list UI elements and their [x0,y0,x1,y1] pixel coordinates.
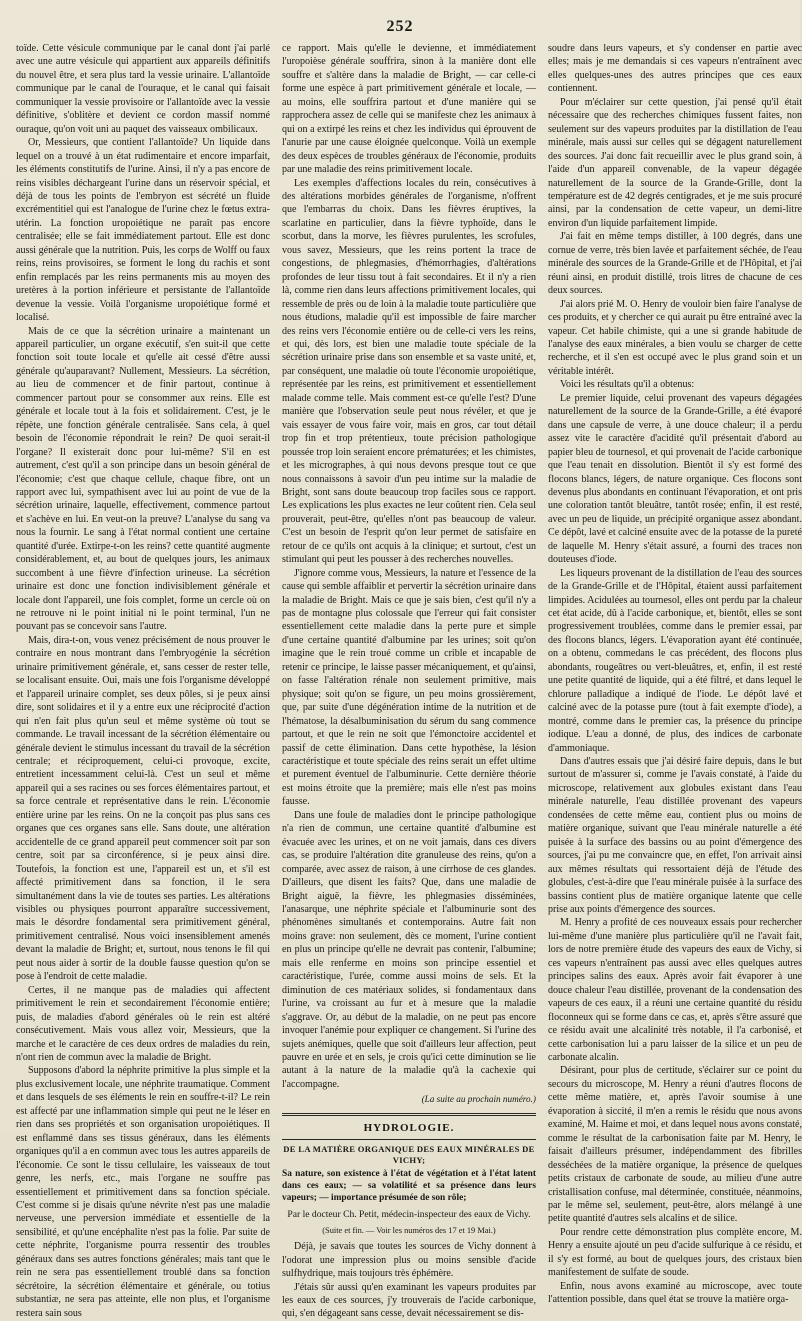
paragraph: Déjà, je savais que toutes les sources de Vichy donnent à l'odorat une impression plus ou moins sensible d'acide sulfhydrique, mais toujours très éphémère. [282,1241,536,1280]
section-title: HYDROLOGIE. [363,1121,455,1134]
article-byline: Par le docteur Ch. Petit, médecin-inspecteur des eaux de Vichy. [287,1209,531,1221]
paragraph: Or, Messieurs, que contient l'allantoïde? Un liquide dans lequel on a trouvé à un état rudimentaire et encore imparfait, les éléments constitutifs de l'urine. Ainsi, il n'y a pas encore de reins visibles déchargeant l'urine dans un réservoir spécial, et déjà de tous les points de l'embryon est sécrété un fluide excrémentitiel qui est l'analogue de l'urine chez le fœtus extra-utérin. La fonction uropoiétique ne paraît pas encore centralisée; elle se fait immédiatement partout. Elle est donc aussi générale que la nutrition. Puis, les corps de Wolff ou faux reins, reins provisoires, se forment le long du rachis et sont enfin remplacés par les reins permanents mis au moyen des uretères à la portion inférieure et persistante de l'allantoïde devenue la vessie. Voilà l'organisme uropoiétique formé et localisé. [16,137,270,324]
section-divider [282,1113,536,1116]
paragraph: M. Henry a profité de ces nouveaux essais pour rechercher lui-même d'une manière plus particulière qu'il ne l'avait fait, lors de notre première étude des vapeurs des eaux de Vichy, si ces vapeurs n'entraînent pas aussi avec elles quelques autres principes salins des eaux. Après avoir fait évaporer à une douce chaleur l'eau distillée, provenant de la condensation des vapeurs de ces eaux, il a réuni une certaine quantité du résidu floconneux qui se forme dans ce cas, et, après s'être assuré que ce résidu avait une alcalinité très notable, il l'a carbonisé, et cette carbonisation lui a paru laisser de la silice et un peu de carbonate alcalin. [548,917,802,1063]
article-subheading: Sa nature, son existence à l'état de végétation et à l'état latent dans ces eaux; — sa volatilité et sa présence dans leurs vapeurs; — importance présumée de son rôle; [282,1169,536,1204]
paragraph: Les liqueurs provenant de la distillation de l'eau des sources de la Grande-Grille et de l'Hôpital, étaient aussi parfaitement limpides. Acidulées au tournesol, elles ont perdu par la chaleur cet état acide, dû à l'acide carbonique, et, bientôt, elles se sont progressivement troublées, comme dans le premier essai, par des flocons blancs, légers. L'évaporation ayant été continuée, on a obtenu, commedans le cas précédent, des flocons plus abondants, rougeâtres ou vert-bleuâtres, et, enfin, il est resté une petite quantité de liquide, qui a été filtré, et dans lequel le chlorure palladique a indiqué de l'iode. Le dépôt lavé et calciné avec de la potasse pure (tout à fait exempte d'iode), a montré, comme dans le premier cas, la présence du principe iodique. L'eau a donné, de plus, des indices de carbonate d'ammoniaque. [548,567,802,754]
paragraph: Dans une foule de maladies dont le principe pathologique n'a rien de commun, une certaine quantité d'albumine est évacuée avec les urines, et on ne voit jamais, dans ces divers cas, se produire l'altération dite granuleuse des reins, qu'on a comparée, avec assez de raison, à une cirrhose de ces glandes. D'ailleurs, que disent les faits? Que, dans une maladie de Bright aiguë, la fièvre, les phlegmasies disséminées, l'anasarque, une néphrite spéciale et l'albuminurie sont des phénomènes simultanés et contemporains. Autre fait non moins grave: non seulement, dès ce moment, l'urine contient en plus un principe qu'elle ne devrait pas contenir, l'albumine; mais elle renferme en moins son principe essentiel et caractéristique, l'urée, comme aussi moins de sels. Et la diminution de ces matériaux solides, si fondamentaux dans l'urine, va croissant au fur et à mesure que la maladie s'aggrave. Or, au début de la maladie, on ne peut pas encore invoquer l'anémie pour expliquer ce changement. Si l'urine des sujets anémiques, quelle que soit d'ailleurs leur affection, peut pauvre en urée et en sels, je crois qu'ici cette diminution se lie autant à la nature de la maladie qu'à la cachexie qui l'accompagne. [282,809,536,1090]
paragraph: J'ignore comme vous, Messieurs, la nature et l'essence de la cause qui semble affaiblir et pervertir la sécrétion urinaire dans la maladie de Bright. Mais ce que je sais bien, c'est qu'il n'y a pas de montagne plus colossale que l'erreur qui fait consister essentiellement cette maladie dans la perte pure et simple d'une certaine quantité d'albumine par les urines; soit qu'on imagine que le rein troué comme un crible et incapable de retenir ce principe, le laisse passer mécaniquement, et qu'ainsi, on fasse l'altération rénale non seulement primitive, mais physique; soit qu'on se figure, un peu moins grossièrement, que, par suite d'une dégénération intime de la nutrition et de l'hématose, la désalbuminisation du sérum du sang commence partout, et que le rein ne soit que l'émonctoire accidentel et passif de cette élimination. Dans cette hypothèse, la lésion caractéristique et toute spéciale des reins serait un effet ultime et purement éventuel de l'albuminurie. Cette dernière théorie est moins étroite que la première; mais elle n'est pas moins fausse. [282,567,536,808]
paragraph: Pour m'éclairer sur cette question, j'ai pensé qu'il était nécessaire que des recherches chimiques fussent faites, non seulement sur des vapeurs produites par la distillation de l'eau minérale, mais aussi sur celles qui se dégagent naturellement des sources. J'ai donc fait recueillir avec le plus grand soin, à l'aide d'un appareil convenable, de la vapeur dégagée naturellement de la source de la Grande-Grille, dont la température est de 42 degrés centigrades, et je me suis procuré ainsi, par la condensation de cette vapeur, un demi-litre environ d'un liquide parfaitement limpide. [548,96,802,229]
paragraph: J'ai alors prié M. O. Henry de vouloir bien faire l'analyse de ces produits, et y chercher ce qui aurait pu être entraîné avec la vapeur. Cet habile chimiste, qui a une si grande habitude de l'analyse des eaux minérales, a bien voulu se charger de cette recherche, et il s'en est occupé avec le plus grand soin et un véritable intérêt. [548,298,802,377]
article-heading: DE LA MATIÈRE ORGANIQUE DES EAUX MINÉRALES DE VICHY; [283,1144,535,1166]
page-number: 252 [386,18,414,35]
column-left [16,42,270,1319]
title-divider [282,1139,536,1140]
paragraph: Les exemples d'affections locales du rein, consécutives à des altérations morbides générales de l'organisme, n'offrent que l'embarras du choix. Dans les fièvres éruptives, la scarlatine en particulier, dans la fièvre typhoïde, dans le scorbut, dans la morve, les fièvres purulentes, les scrofules, vous savez, Messieurs, que les reins portent la trace de congestions, de phlegmasies, d'hémorrhagies, d'altérations profondes de leur tissu tout à fait secondaires. Et il n'y a rien là, comme rien dans leurs affections primitivement locales, qui ressemble de près ou de loin à la maladie toute particulière que nous étudions, maladie qu'il est impossible de faire marcher des reins vers l'économie entière ou de celle-ci vers les reins, et qui, dès lors, est bien une maladie toute spéciale de la sécrétion urinaire prise dans son ensemble et sa vaste unité, et, par conséquent, une maladie où toute l'économie uropoiétique, représentée par les reins, est primitivement et essentiellement malade comme telle. Mais comment est-ce qu'elle l'est? D'une manière que l'observation seule peut nous révéler, et que je vais essayer de vous faire voir, mais en gros, car tout détail trop fin et trop prétentieux, toute précision pathologique poussée trop loin seraient encore prématurées; et les chimistes, et les micrographes, à qui nous devons presque tout ce que nous connaissons à savoir d'un peu intime sur la maladie de Bright, sont sans doute beaucoup trop faciles sous ce rapport. Les explications les plus exactes ne leur coûtent rien. Cela seul prouverait, peut-être, qu'elles n'ont pas beaucoup de valeur. C'est un besoin de l'esprit qu'on leur permet de satisfaire en retour de ce qu'ils ont acquis à la clinique; et surtout, c'est un stimulant qui peut les pousser à des recherches nouvelles. [282,177,536,566]
column-right [548,42,802,1306]
paragraph: Mais de ce que la sécrétion urinaire a maintenant un appareil particulier, un organe exécutif, s'en suit-il que cette fonction soit toute locale et qu'elle ait cessé d'être aussi générale qu'auparavant? Nullement, Messieurs. La sécrétion, au lieu de commencer et de finir partout, continue à commencer partout pour se consommer aux reins. Elle est générale et locale tout à la fois et solidairement. C'est, je le répète, une fonction générale centralisée. Sans cela, à quel besoin de l'économie répondrait le rein? De quoi serait-il l'organe? Il existerait donc pour lui-même? S'il en est autrement, c'est qu'il a son principe dans un besoin général de l'économie; c'est que chaque cellule, chaque fibre, ont un rapport avec lui, sympathisent avec lui au point de vue de la sécrétion urinaire, laquelle, effectivement, commence partout et s'achève en lui. En veut-on la preuve? L'analyse du sang va nous la fournir. Le sang à l'état normal contient une certaine quantité d'urée. Extirpe-t-on les reins? cette quantité augmente considérablement, et, au bout de quelques jours, les animaux succombent à une fièvre d'infection urineuse. La sécrétion urinaire est donc une fonction indivisiblement générale et locale dont l'appareil, une fois complet, forme un cercle où on ne retrouve ni le point initial ni le point terminal, l'un ne pouvant pas se concevoir sans l'autre. [16,325,270,633]
article-note: (Suite et fin. — Voir les numéros des 17 et 19 Mai.) [322,1225,496,1235]
paragraph: ce rapport. Mais qu'elle le devienne, et immédiatement l'uropoièse générale souffrira, sinon à la manière dont elle souffre et s'altère dans la maladie de Bright, — car celle-ci forme une espèce à part primitivement générale et locale, — au moins, elle souffrira partout et d'une manière qui se rapprochera assez de celle qui se manifeste chez les animaux à qui on a extirpé les reins et chez les individus qui éprouvent de l'anurie par une cause éloignée quelconque. Voilà un exemple des deux espèces de troubles généraux de l'économie, produits par une maladie des reins primitivement locale. [282,43,536,176]
paragraph: Désirant, pour plus de certitude, s'éclairer sur ce point du secours du microscope, M. Henry a réuni d'autres flocons de cette même matière, et, après l'avoir soumise à une évaporation à siccité, il m'en a remis le résidu que nous avons examiné, M. Haime et moi, et dans lequel nous avons constaté, comme le résultat de la carbonisation faite par M. Henry, le faisait d'ailleurs présumer, indépendamment des fibrilles desséchées de la matière organique, la présence de quelques petits cristaux de carbonate de soude, au milieu d'une autre cristallisation confuse, mal déterminée, constituée, néanmoins, par le même sel, seulement, peut-être, alors mélangé à une petite quantité d'autres sels alcalins et de silice. [548,1065,802,1225]
continuation-note: (La suite au prochain numéro.) [421,1094,536,1105]
paragraph: Voici les résultats qu'il a obtenus: [560,379,695,391]
paragraph: Supposons d'abord la néphrite primitive la plus simple et la plus exclusivement locale, une néphrite traumatique. Comment et dans lesquels de ses éléments le rein en souffre-t-il? Le rein est affecté par une inflammation simple qui peut ne le léser en rien dans ses propriétés et son organisation uropoiétiques. Il est enflammé dans ses tissus généraux, dans les éléments organiques qu'il a en commun avec tous les autres appareils de l'économie. Ce sont le tissu cellulaire, les vaisseaux de tout genre, les nerfs, etc., mais l'organe ne souffre pas essentiellement et primitivement dans sa fonction spéciale. C'est comme si je disais qu'une névrite n'est pas une maladie nerveuse, une perversion immédiate et essentielle de la sensibilité, et qu'une encéphalite n'est pas la folie. Par suite de cette néphrite, l'organisme pourra ressentir des troubles généraux dans ses autres fonctions générales; mais tant que le rein ne sera pas essentiellement troublé dans sa fonction sécrétoire, la sécrétion élémentaire et générale, ou totius substantiæ, ne sera pas atteinte, elle non plus, et l'organisme restera sain sous [16,1065,270,1319]
paragraph: soudre dans leurs vapeurs, et s'y condenser en partie avec elles; mais je me demandais si ces vapeurs n'entraînent avec elles quelques-unes des autres principes que ces eaux contiennent. [548,43,802,95]
paragraph: Pour rendre cette démonstration plus complète encore, M. Henry a ensuite ajouté un peu d'acide sulfurique à ce résidu, et il s'y est formé, au bout de quelques jours, des cristaux bien manifestement de sulfate de soude. [548,1226,802,1279]
paragraph: Dans d'autres essais que j'ai désiré faire depuis, dans le but surtout de m'assurer si, comme je l'avais constaté, à l'aide du microscope, relativement aux globules existant dans l'eau minérale naturelle, l'eau distillée provenant des vapeurs condensées de cette même eau, contient plus ou moins de matière organique, suivant que l'eau minérale naturelle a été puisée à la surface des bassins ou au point d'émergence des sources, j'ai pu me convaincre que, en effet, l'on arrivait ainsi aux mêmes résultats qui ressortaient déjà de l'étude des globules, c'est-à-dire que l'eau minérale puisée à la surface des bassins contient plus de matière organique latente que celle prise aux points d'émergence des sources. [548,756,802,915]
paragraph: J'ai fait en même temps distiller, à 100 degrés, dans une cornue de verre, très bien lavée et parfaitement séchée, de l'eau minérale des sources de la Grande-Grille et de l'Hôpital, et j'ai réuni ainsi, en produit distillé, trois litres de chacune de ces deux sources. [548,231,802,297]
paragraph: Enfin, nous avons examiné au microscope, avec toute l'attention possible, dans quel état se trouve la matière orga- [548,1280,802,1306]
paragraph: Certes, il ne manque pas de maladies qui affectent primitivement le rein et secondairement l'économie entière; puis, de maladies d'abord générales où le rein est altéré consécutivement. Mais vous allez voir, Messieurs, que la marche et le caractère de ces deux ordres de maladies du rein, n'ont rien de commun avec la maladie de Bright. [16,984,270,1063]
paragraph: J'étais sûr aussi qu'en examinant les vapeurs produites par les eaux de ces sources, j'y trouverais de l'acide carbonique, qui, s'en dégageant sans cesse, devait nécessairement se dis- [282,1281,536,1320]
paragraph: Mais, dira-t-on, vous venez précisément de nous prouver le contraire en nous montrant dans l'embryogénie la sécrétion urinaire primitivement générale, et, sans cesser de rester telle, se localisant ensuite. Oui, mais une fois l'organisme développé et l'appareil urinaire complet, ses deux pôles, si je peux ainsi dire, sont solidaires et il y a entre eux une réciprocité d'action qui n'en fait plus qu'un seul et même système où tout se commande. Le travail incessant de la sécrétion élémentaire ou générale devient le stimulus incessant du travail de la sécrétion centrale; et réciproquement, celui-ci provoque, excite, entretient incessamment celui-là. C'est un seul et même appareil qui a ses racines ou ses forces élémentaires partout, et sa force centrale et représentative dans le rein. L'économie entière urine par les reins. On ne la conçoit pas plus sans ces organes que ces organes sans elle. Sans doute, une altération accidentelle de ce grand appareil peut commencer soit par son centre, soit par sa circonférence, si je peux ainsi dire. Toutefois, la fonction est une, l'appareil est un, et s'il est affecté primitivement dans sa fonction, il le sera simultanément dans la vie de toutes ses parties. Les altérations visibles ou physiques pourront apparaître successivement, mais le désordre fondamental sera primitivement général, primitivement centralisé. Nous voici insensiblement amenés devant la maladie de Bright; et, surtout, nous tenons le fil qui peut nous aider à sortir de la double fausse question qu'on se pose à l'endroit de cette maladie. [16,634,270,983]
column-middle [282,42,536,1320]
paragraph: toïde. Cette vésicule communique par le canal dont j'ai parlé avec une autre vésicule qui appartient aux appareils définitifs du nouvel être, et sera plus tard la vessie urinaire. L'allantoïde communique par le canal de l'ouraque, et le canal qui faisait communiquer la vessie provisoire or l'allantoïde avec la vessie définitive, s'oblitère et devient ce cordon massif nommé ouraque, qu'on voit uni au paquet des vaisseaux ombilicaux. [16,43,270,135]
paragraph: Le premier liquide, celui provenant des vapeurs dégagées naturellement de la source de la Grande-Grille, a été évaporé dans une capsule de verre, à une douce chaleur; il a perdu assez vite le caractère d'acidité qu'il présentait d'abord au papier bleu de tournesol, et qui provenait de l'acide carbonique que l'eau tenait en dissolution. Bientôt il s'y est formé des flocons blancs, légers, de nature organique. Ces flocons sont devenus plus abondants en continuant l'évaporation, et ont pris une coloration tantôt bleuâtre, tantôt rosée; enfin, il est resté, avec un peu de liquide, un précipité organique assez abondant. Ce dépôt, lavé et calciné ensuite avec de la potasse de la pureté de laquelle M. Henry s'était assuré, a fourni des traces non douteuses d'iode. [548,392,802,566]
